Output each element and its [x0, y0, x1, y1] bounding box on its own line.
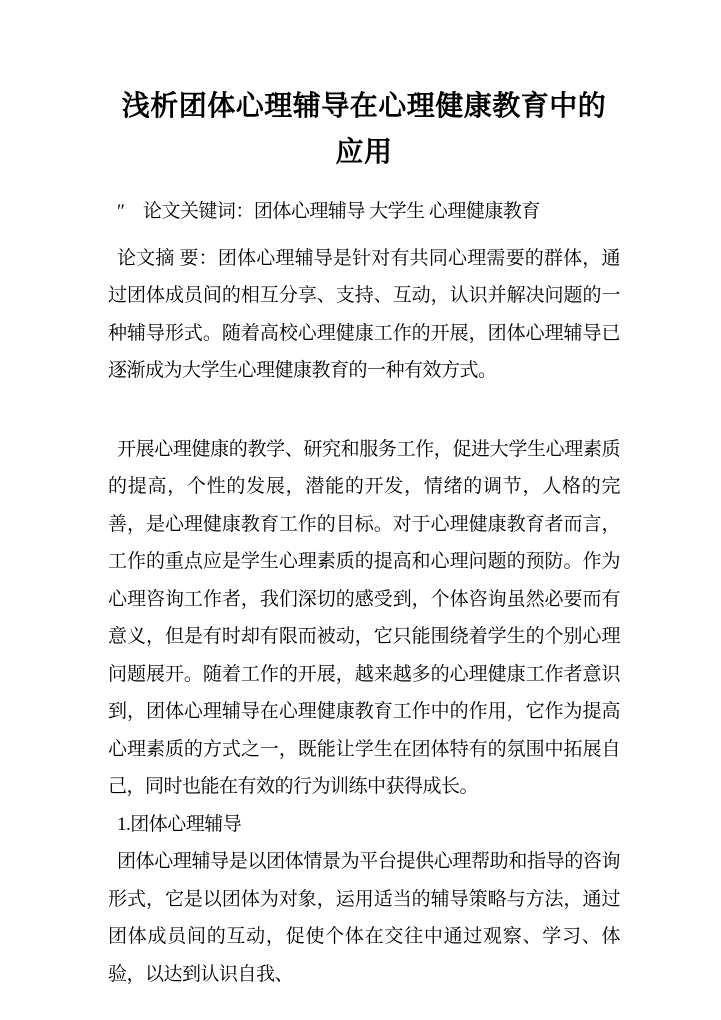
- body-paragraph-1: 开展心理健康的教学、研究和服务工作，促进大学生心理素质的提高，个性的发展，潜能的开发，情绪的调节，人格的完善，是心理健康教育工作的目标。对于心理健康教育者而言，工作的重点应是学生心理素质的提高和心理问题的预防。作为心理咨询工作者，我们深切的感受到，个体咨询虽然必要而有意义，但是有时却有限而被动，它只能围绕着学生的个别心理问题展开。随着工作的开展，越来越多的心理健康工作者意识到，团体心理辅导在心理健康教育工作中的作用，它作为提高心理素质的方式之一，既能让学生在团体特有的氛围中拓展自己，同时也能在有效的行为训练中获得成长。: [108, 438, 620, 797]
- keywords-line: ″ 论文关键词：团体心理辅导 大学生 心理健康教育: [117, 201, 540, 222]
- blank-line: [108, 390, 620, 431]
- abstract-paragraph: 论文摘 要：团体心理辅导是针对有共同心理需要的群体，通过团体成员间的相互分享、支持、互动，认识并解决问题的一种辅导形式。随着高校心理健康工作的开展，团体心理辅导已逐渐成为大学生心理健康教育的一种有效方式。: [108, 247, 620, 381]
- doc-title: 浅析团体心理辅导在心理健康教育中的应用: [121, 91, 607, 168]
- body-paragraph-2: 团体心理辅导是以团体情景为平台提供心理帮助和指导的咨询形式，它是以团体为对象，运用适当的辅导策略与方法，通过团体成员间的互动，促使个体在交往中通过观察、学习、体验，以达到认识自我、: [108, 851, 620, 985]
- section-heading-1: 1.团体心理辅导: [117, 813, 242, 835]
